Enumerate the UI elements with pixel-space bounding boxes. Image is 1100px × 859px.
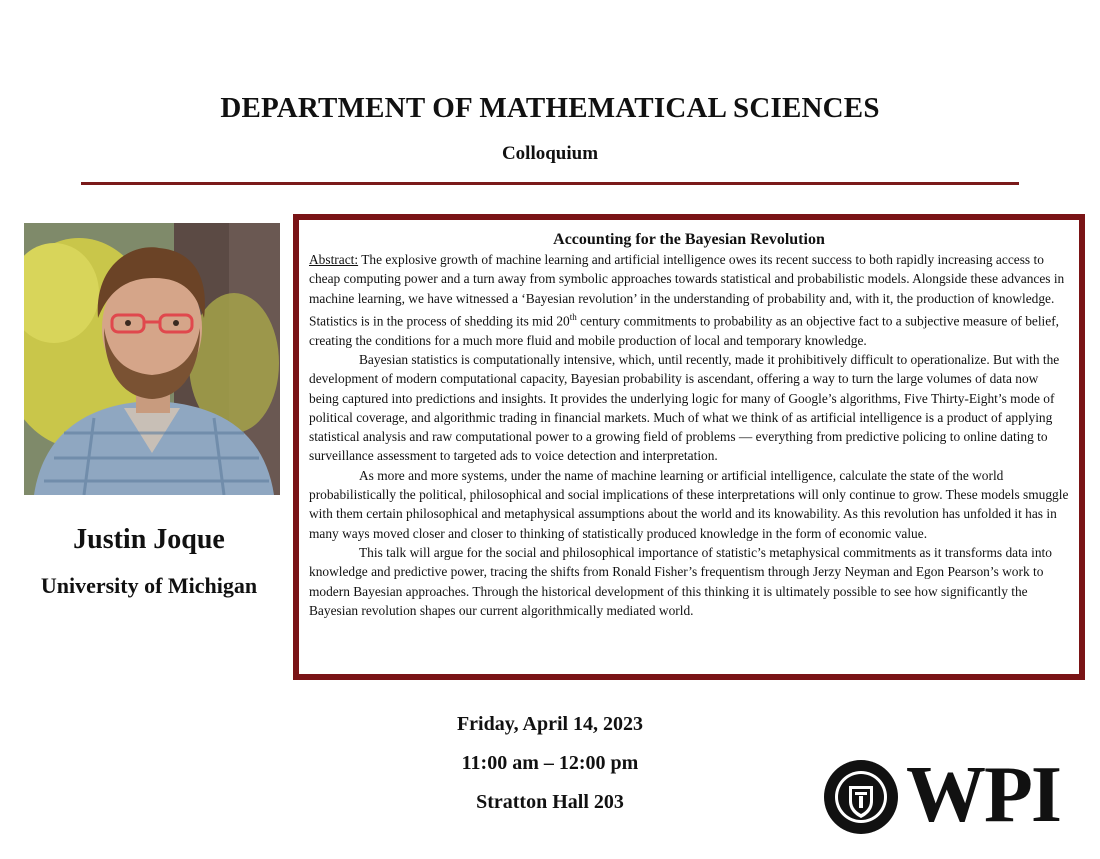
event-location: Stratton Hall 203	[476, 791, 624, 813]
abstract-paragraph-2: Bayesian statistics is computationally intensive, which, until recently, made it prohibitively difficult to operationalize. But with the development of modern computational capacity, Bayesian probability is ascendant, offering a way to turn the large volumes of data now being captured into predictions and insights. It provides the underlying logic for many of Google’s algorithms, Five Thirty-Eight’s mode of political coverage, and algorithmic trading in financial markets. Much of what we think of as artificial intelligence is a product of applying statistical analysis and raw computational power to a growing field of problems — everything from predictive policing to online dating to surveillance assessment to targeted ads to voice detection and interpretation.	[309, 351, 1060, 464]
wpi-wordmark: WPI	[906, 751, 1060, 839]
wpi-seal-icon	[822, 758, 900, 836]
series-title: Colloquium	[501, 143, 599, 164]
speaker-affiliation: University of Michigan	[40, 573, 258, 598]
speaker-name: Justin Joque	[73, 524, 225, 555]
wpi-logo	[822, 751, 1072, 842]
abstract-box	[293, 214, 1085, 680]
superscript-th: th	[569, 311, 577, 322]
abstract-paragraph-1-part-a: The explosive growth of machine learning and artificial intelligence owes its recent success to both rapidly increasing access to cheap computing power and a turn away from symbolic approaches towards statistical and probabilistic models. Alongside these advances in machine learning, we have witnessed a ‘Bayesian revolution’ in the understanding of probability and, with it, the production of knowledge. Statistics is in the process of shedding its mid 20	[309, 252, 1065, 329]
speaker-photo	[24, 223, 280, 495]
event-time: 11:00 am – 12:00 pm	[461, 752, 639, 774]
abstract-paragraph-4: This talk will argue for the social and philosophical importance of statistic’s metaphysical commitments as it transforms data into knowledge and predictive power, tracing the shifts from Ronald Fisher’s frequentism through Jerzy Neyman and Egon Pearson’s work to modern Bayesian approaches. Through the historical development of this thinking it is ultimately possible to see how significantly the Bayesian revolution shapes our current algorithmically mediated world.	[309, 544, 1052, 618]
header-divider	[81, 182, 1019, 185]
abstract-paragraph-1-part-b: century commitments to probability as an objective fact to a subjective measure of belief, creating the conditions for a much more fluid and mobile production of local and temporary knowledge.	[309, 313, 1060, 348]
talk-title: Accounting for the Bayesian Revolution	[553, 231, 825, 248]
abstract-text	[309, 250, 1069, 620]
event-date: Friday, April 14, 2023	[456, 713, 644, 735]
department-title: DEPARTMENT OF MATHEMATICAL SCIENCES	[220, 92, 880, 124]
abstract-paragraph-1	[309, 250, 1069, 350]
abstract-label: Abstract:	[309, 252, 359, 267]
abstract-paragraph-3: As more and more systems, under the name of machine learning or artificial intelligence, calculate the state of the world probabilistically the political, philosophical and social implications of these interpretations will only continue to grow. These models smuggle with them certain philosophical and metaphysical assumptions about the world and its knowability. As this revolution has unfolded it has in many ways moved closer and closer to thinking of statistically produced knowledge in the form of economic value.	[309, 467, 1069, 541]
